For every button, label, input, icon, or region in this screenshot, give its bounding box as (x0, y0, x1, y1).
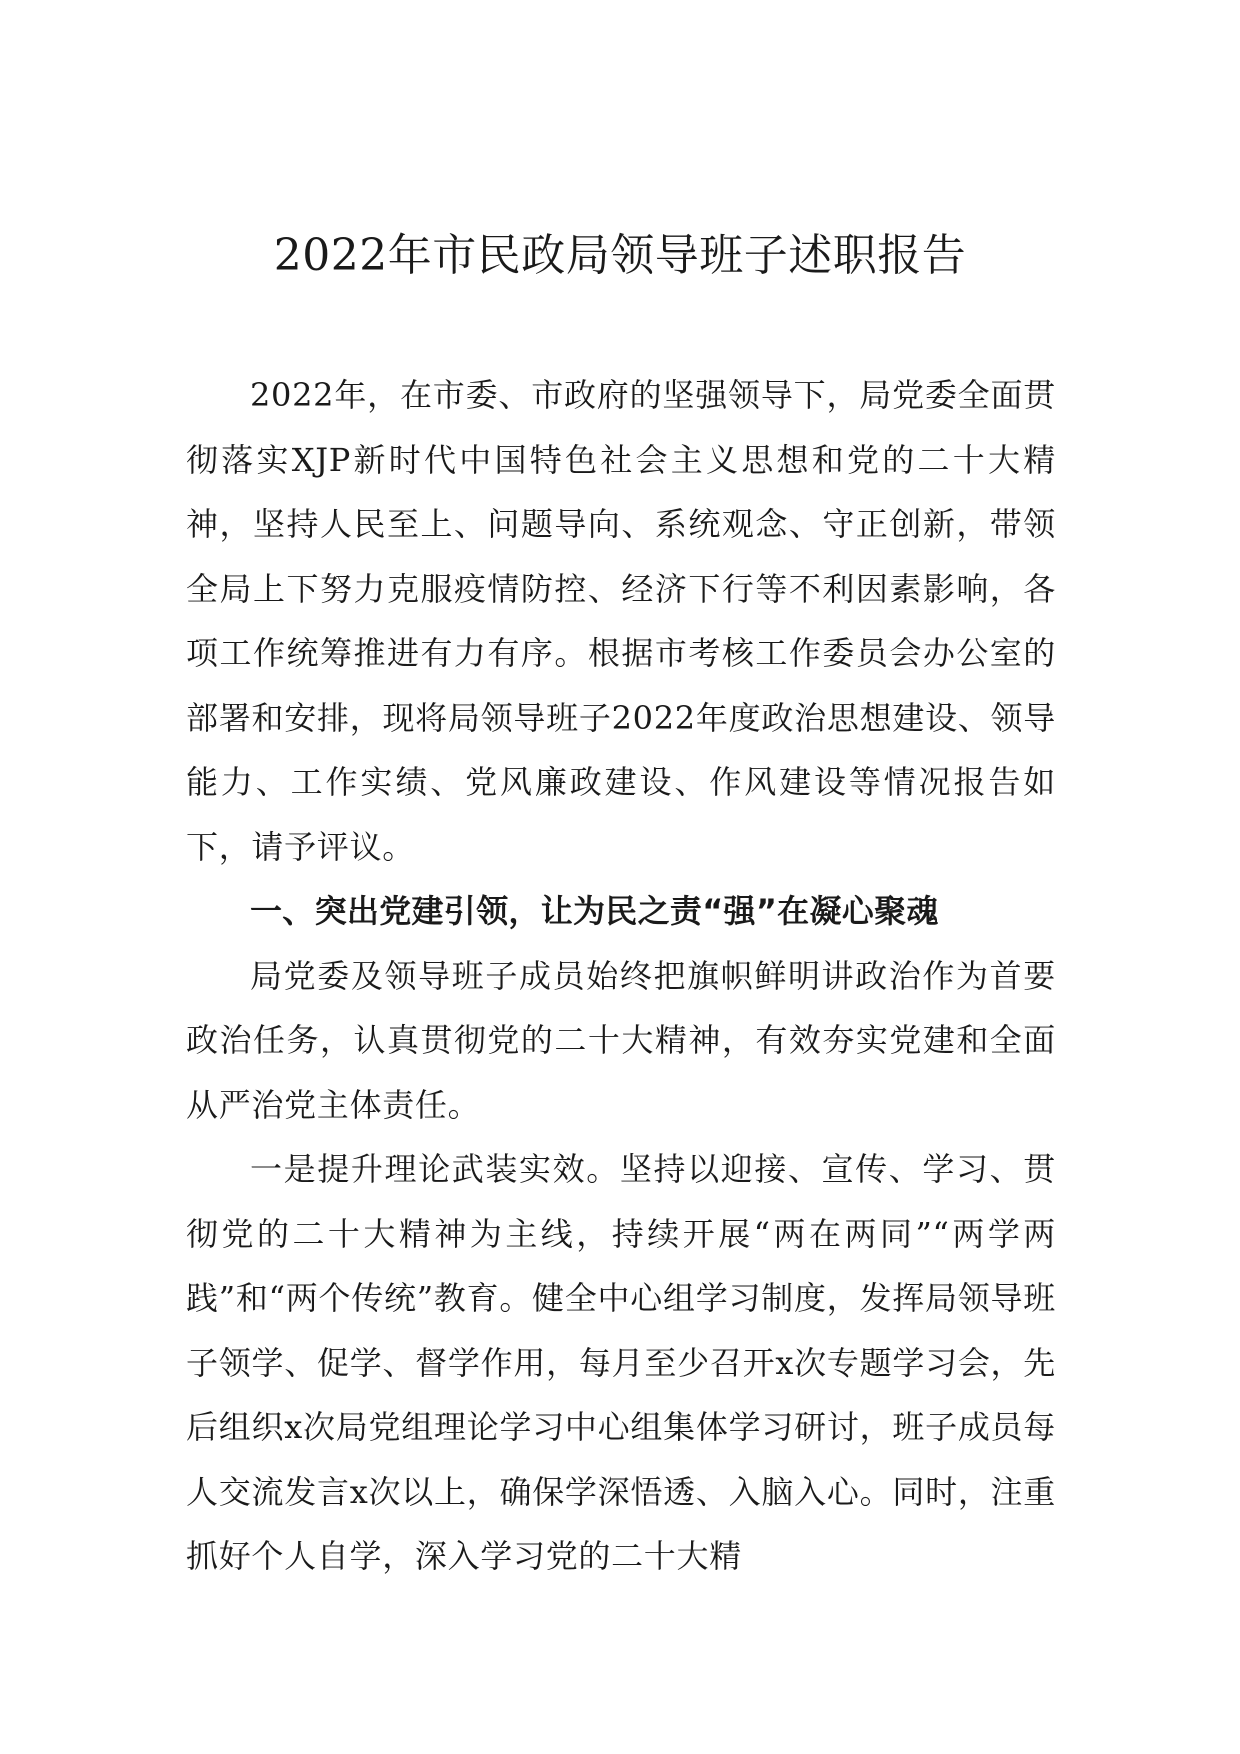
section-heading-1: 一、突出党建引领，让为民之责“强”在凝心聚魂 (250, 892, 939, 930)
document-title: 2022年市民政局领导班子述职报告 (273, 230, 967, 281)
paragraph-intro: 2022年，在市委、市政府的坚强领导下，局党委全面贯彻落实XJP新时代中国特色社会主义思想和党的二十大精神，坚持人民至上、问题导向、系统观念、守正创新，带领全局上下努力克服疫情防控、经济下行等不利因素影响，各项工作统筹推进有力有序。根据市考核工作委员会办公室的部署和安排，现将局领导班子2022年度政治思想建设、领导能力、工作实绩、党风廉政建设、作风建设等情况报告如下，请予评议。 (186, 376, 1056, 866)
document-body (186, 363, 1056, 1589)
paragraph-section-1-summary: 局党委及领导班子成员始终把旗帜鲜明讲政治作为首要政治任务，认真贯彻党的二十大精神，有效夯实党建和全面从严治党主体责任。 (186, 956, 1056, 1124)
paragraph-theory-study: 一是提升理论武装实效。坚持以迎接、宣传、学习、贯彻党的二十大精神为主线，持续开展“两在两同”“两学两践”和“两个传统”教育。健全中心组学习制度，发挥局领导班子领学、促学、督学作用，每月至少召开x次专题学习会，先后组织x次局党组理论学习中心组集体学习研讨，班子成员每人交流发言x次以上，确保学深悟透、入脑入心。同时，注重抓好个人自学，深入学习党的二十大精 (186, 1150, 1056, 1575)
